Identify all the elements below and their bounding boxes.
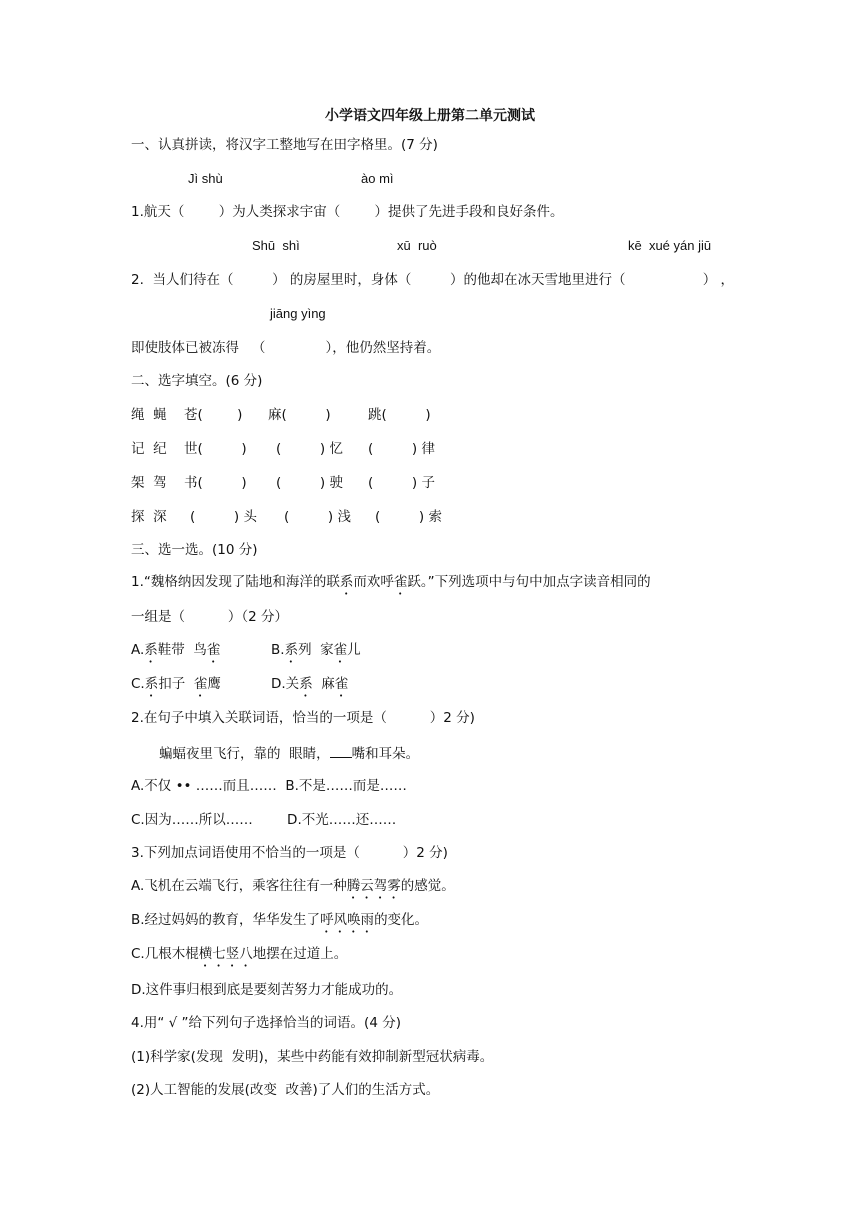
option-b: B.经过妈妈的教育，华华发生了呼风唤雨的变化。 <box>131 912 429 928</box>
pinyin-jiangying: jiāng yìng <box>270 306 326 321</box>
document-title: 小学语文四年级上册第二单元测试 <box>325 108 535 124</box>
sentence-2: (2)人工智能的发展(改变 改善)了人们的生活方式。 <box>131 1082 440 1098</box>
option-ab: A.不仅 •• ……而且…… B.不是……而是…… <box>131 778 407 794</box>
fill-cell: ( ) 驶 <box>276 475 343 491</box>
fill-cell: 跳( ) <box>368 407 431 423</box>
fill-cell: ( ) 律 <box>368 441 435 457</box>
question-3-2-sentence: 蝙蝠夜里飞行，靠的 眼睛， 嘴和耳朵。 <box>159 743 419 763</box>
question-3-2: 2.在句子中填入关联词语，恰当的一项是（ ）2 分) <box>131 710 475 726</box>
option-c: C.几根木棍横七竖八地摆在过道上。 <box>131 946 348 962</box>
option-cd: C.因为……所以…… D.不光……还…… <box>131 812 397 828</box>
choice-chars: 架 驾 <box>131 475 167 491</box>
section-3-heading: 三、选一选。(10 分) <box>131 542 258 558</box>
question-3-3: 3.下列加点词语使用不恰当的一项是（ ）2 分) <box>131 845 448 861</box>
fill-cell: 书( ) <box>184 475 247 491</box>
section-1-heading: 一、认真拼读，将汉字工整地写在田字格里。(7 分) <box>131 137 438 153</box>
option-d: D.关系 麻雀 <box>271 676 349 692</box>
pinyin-xuruo: xū ruò <box>397 238 437 253</box>
fill-cell: ( ) 忆 <box>276 441 343 457</box>
blank-line <box>330 743 352 758</box>
choice-chars: 记 纪 <box>131 441 167 457</box>
fill-cell: ( ) 索 <box>375 509 442 525</box>
question-3-4: 4.用“ √ ”给下列句子选择恰当的词语。(4 分) <box>131 1015 401 1031</box>
section-2-heading: 二、选字填空。(6 分) <box>131 373 263 389</box>
fill-cell: 世( ) <box>184 441 247 457</box>
question-1-2-cont: 即使肢体已被冻得 （ ），他仍然坚持着。 <box>131 340 441 356</box>
pinyin-jishu: Jì shù <box>188 171 223 186</box>
option-a: A.系鞋带 鸟雀 <box>131 642 221 658</box>
fill-cell: 麻( ) <box>268 407 331 423</box>
fill-cell: ( ) 浅 <box>284 509 351 525</box>
option-d: D.这件事归根到底是要刻苦努力才能成功的。 <box>131 982 403 998</box>
pinyin-aomi: ào mì <box>361 171 394 186</box>
pinyin-kexueyanjiu: kē xué yán jiū <box>628 238 712 253</box>
choice-chars: 绳 蝇 <box>131 407 167 423</box>
fill-cell: 苍( ) <box>184 407 243 423</box>
sentence-1: (1)科学家(发现 发明)，某些中药能有效抑制新型冠状病毒。 <box>131 1049 494 1065</box>
option-a: A.飞机在云端飞行，乘客往往有一种腾云驾雾的感觉。 <box>131 878 455 894</box>
fill-cell: ( ) 头 <box>190 509 257 525</box>
question-3-1: 1.“魏格纳因发现了陆地和海洋的联系而欢呼雀跃。”下列选项中与句中加点字读音相同的 <box>131 574 651 590</box>
option-c: C.系扣子 雀鹰 <box>131 676 221 692</box>
fill-cell: ( ) 子 <box>368 475 435 491</box>
question-1-1: 1.航天（ ）为人类探求宇宙（ ）提供了先进手段和良好条件。 <box>131 204 564 220</box>
question-1-2: 2. 当人们待在（ ） 的房屋里时，身体（ ）的他却在冰天雪地里进行（ ） ， <box>131 272 735 288</box>
option-b: B.系列 家雀儿 <box>271 642 361 658</box>
pinyin-shushi: Shū shì <box>252 238 300 253</box>
choice-chars: 探 深 <box>131 509 167 525</box>
question-3-1-cont: 一组是（ ）（2 分） <box>131 609 289 625</box>
